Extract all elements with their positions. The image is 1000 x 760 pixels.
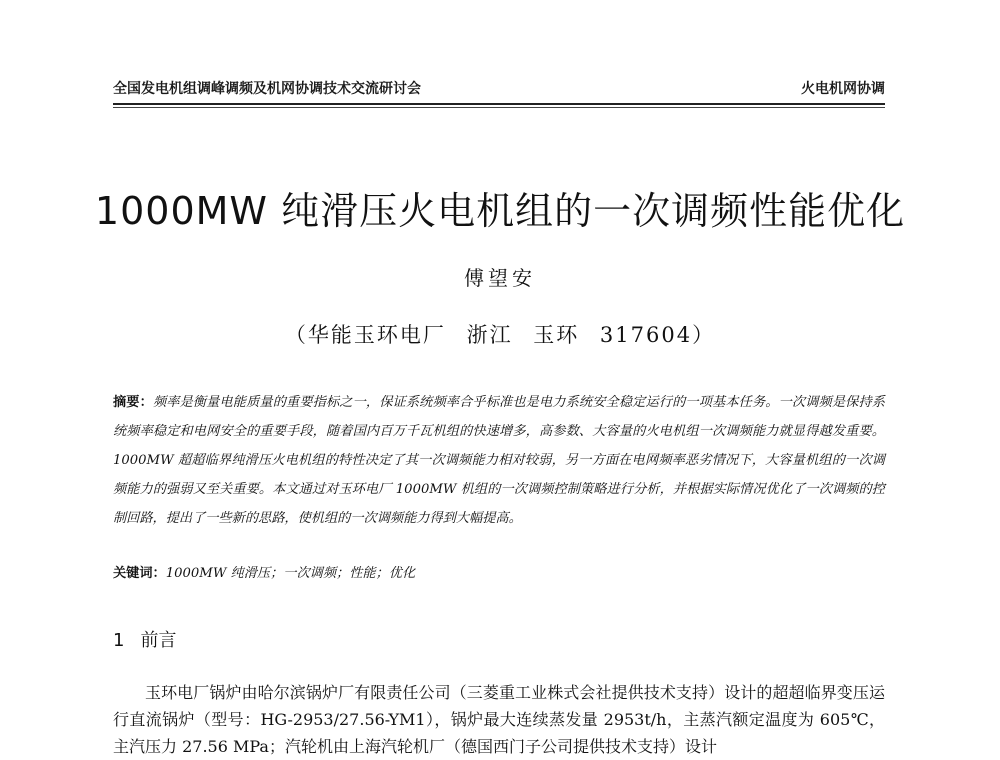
header-conference: 全国发电机组调峰调频及机网协调技术交流研讨会: [113, 81, 421, 97]
abstract-text: 频率是衡量电能质量的重要指标之一，保证系统频率合乎标准也是电力系统安全稳定运行的一项基本任务。一次调频是保持系统频率稳定和电网安全的重要手段，随着国内百万千瓦机组的快速增多，高参数、大容量的火电机组一次调频能力就显得越发重要。1000MW 超超临界纯滑压火电机组的特性决定了其一次调频能力相对较弱，另一方面在电网频率恶劣情况下，大容量机组的一次调频能力的强弱又至关重要。本文通过对玉环电厂 1000MW 机组的一次调频控制策略进行分析，并根据实际情况优化了一次调频的控制回路，提出了一些新的思路，使机组的一次调频能力得到大幅提高。: [113, 395, 885, 526]
section-number: 1: [113, 630, 125, 651]
author: 傅望安: [464, 266, 536, 290]
keywords-label: 关键词：: [113, 566, 166, 581]
paper-title: 1000MW 纯滑压火电机组的一次调频性能优化: [94, 189, 906, 233]
section-heading: [113, 626, 176, 652]
header-rule-thin: [113, 107, 885, 108]
body-paragraph: 玉环电厂锅炉由哈尔滨锅炉厂有限责任公司（三菱重工业株式会社提供技术支持）设计的超超临界变压运行直流锅炉（型号：HG-2953/27.56-YM1），锅炉最大连续蒸发量 2953t/h，主蒸汽额定温度为 605℃，主汽压力 27.56 MPa；汽轮机由上海汽轮机厂（德国西门子公司提供技术支持）设计: [113, 683, 885, 756]
section-title: 前言: [140, 630, 177, 651]
abstract: [113, 388, 885, 533]
affiliation: （华能玉环电厂 浙江 玉环 317604）: [284, 323, 716, 347]
abstract-label: 摘要：: [113, 395, 153, 410]
keywords-text: 1000MW 纯滑压；一次调频；性能；优化: [165, 566, 416, 581]
running-header: [113, 78, 885, 102]
header-rule-thick: [113, 103, 885, 105]
keywords: [113, 563, 885, 585]
header-section: 火电机网协调: [801, 81, 885, 97]
